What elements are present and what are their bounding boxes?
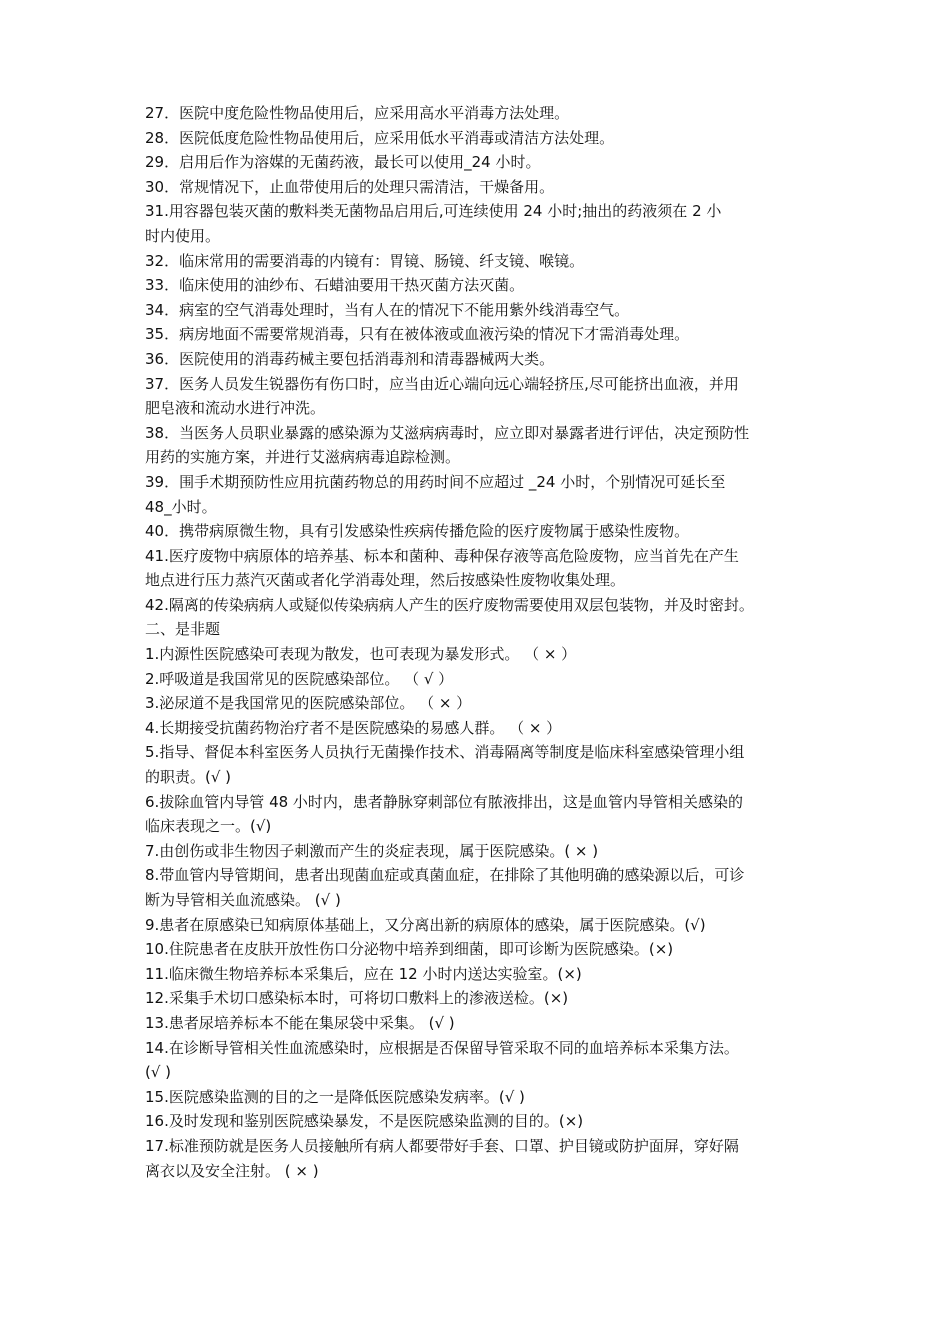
text-line: 离衣以及安全注射。 ( × )	[145, 1161, 319, 1180]
text-line: 7.由创伤或非生物因子刺激而产生的炎症表现，属于医院感染。( × )	[145, 841, 599, 860]
text-line: 39．围手术期预防性应用抗菌药物总的用药时间不应超过 _24 小时，个别情况可延长至	[145, 472, 726, 491]
text-line: 35．病房地面不需要常规消毒，只有在被体液或血液污染的情况下才需消毒处理。	[145, 325, 690, 344]
text-line: 时内使用。	[145, 226, 221, 245]
text-line: 1.内源性医院感染可表现为散发，也可表现为暴发形式。 （ × ）	[145, 645, 577, 664]
text-line: 41.医疗废物中病原体的培养基、标本和菌种、毒种保存液等高危险废物，应当首先在产生	[145, 546, 739, 565]
text-line: 临床表现之一。(√)	[145, 817, 272, 836]
text-line: 34．病室的空气消毒处理时，当有人在的情况下不能用紫外线消毒空气。	[145, 300, 630, 319]
text-line: 肥皂液和流动水进行冲洗。	[145, 399, 326, 418]
text-line: 30．常规情况下，止血带使用后的处理只需清洁，干燥备用。	[145, 177, 555, 196]
text-line: 17.标准预防就是医务人员接触所有病人都要带好手套、口罩、护目镜或防护面屏，穿好隔	[145, 1136, 739, 1155]
text-line: 12.采集手术切口感染标本时，可将切口敷料上的渗液送检。(×)	[145, 989, 569, 1008]
text-line: 13.患者尿培养标本不能在集尿袋中采集。 (√ )	[145, 1013, 455, 1032]
text-line: 断为导管相关血流感染。 (√ )	[145, 891, 341, 909]
text-line: 29．启用后作为溶媒的无菌药液，最长可以使用_24 小时。	[145, 153, 541, 172]
text-line: 2.呼吸道是我国常见的医院感染部位。 （ √ ）	[145, 669, 454, 688]
text-line: 3.泌尿道不是我国常见的医院感染部位。 （ × ）	[145, 694, 472, 713]
document-body	[145, 101, 820, 1183]
text-line: 4.长期接受抗菌药物治疗者不是医院感染的易感人群。 （ × ）	[145, 718, 562, 737]
text-line: 36．医院使用的消毒药械主要包括消毒剂和清毒器械两大类。	[145, 349, 555, 368]
text-line: 15.医院感染监测的目的之一是降低医院感染发病率。(√ )	[145, 1087, 525, 1106]
text-line: 地点进行压力蒸汽灭菌或者化学消毒处理，然后按感染性废物收集处理。	[145, 571, 626, 590]
section-heading: 二、是非题	[145, 620, 221, 639]
text-line: 27．医院中度危险性物品使用后，应采用高水平消毒方法处理。	[145, 104, 570, 122]
text-line: 33．临床使用的油纱布、石蜡油要用干热灭菌方法灭菌。	[145, 276, 525, 295]
text-line: 5.指导、督促本科室医务人员执行无菌操作技术、消毒隔离等制度是临床科室感染管理小组	[145, 743, 745, 762]
text-line: 38．当医务人员职业暴露的感染源为艾滋病病毒时，应立即对暴露者进行评估，决定预防性	[145, 423, 750, 442]
text-line: 11.临床微生物培养标本采集后，应在 12 小时内送达实验室。(×)	[145, 964, 582, 983]
text-line: 31.用容器包装灭菌的敷料类无菌物品启用后,可连续使用 24 小时;抽出的药液须在 2 小	[145, 202, 722, 221]
text-line: 48_小时。	[145, 497, 217, 516]
text-line: 的职责。(√ )	[145, 768, 232, 787]
text-line: 42.隔离的传染病病人或疑似传染病病人产生的医疗废物需要使用双层包装物，并及时密封。	[145, 595, 754, 614]
text-line: 37．医务人员发生锐器伤有伤口时，应当由近心端向远心端轻挤压,尽可能挤出血液，并用	[145, 374, 739, 393]
text-line: 10.住院患者在皮肤开放性伤口分泌物中培养到细菌，即可诊断为医院感染。(×)	[145, 940, 674, 959]
text-line: 14.在诊断导管相关性血流感染时，应根据是否保留导管采取不同的血培养标本采集方法。	[145, 1038, 739, 1057]
text-line: 8.带血管内导管期间，患者出现菌血症或真菌血症，在排除了其他明确的感染源以后，可诊	[145, 866, 745, 885]
text-line: 32．临床常用的需要消毒的内镜有：胃镜、肠镜、纤支镜、喉镜。	[145, 251, 585, 270]
text-line: 16.及时发现和鉴别医院感染暴发，不是医院感染监测的目的。(×)	[145, 1112, 584, 1131]
text-line: 28．医院低度危险性物品使用后，应采用低水平消毒或清洁方法处理。	[145, 128, 615, 147]
text-line: 6.拔除血管内导管 48 小时内，患者静脉穿刺部位有脓液排出，这是血管内导管相关感染的	[145, 792, 743, 811]
text-line: 40．携带病原微生物，具有引发感染性疾病传播危险的医疗废物属于感染性废物。	[145, 522, 690, 541]
text-line: (√ )	[145, 1063, 172, 1082]
text-line: 用药的实施方案，并进行艾滋病病毒追踪检测。	[145, 448, 461, 467]
text-line: 9.患者在原感染已知病原体基础上，又分离出新的病原体的感染，属于医院感染。(√)	[145, 915, 706, 934]
